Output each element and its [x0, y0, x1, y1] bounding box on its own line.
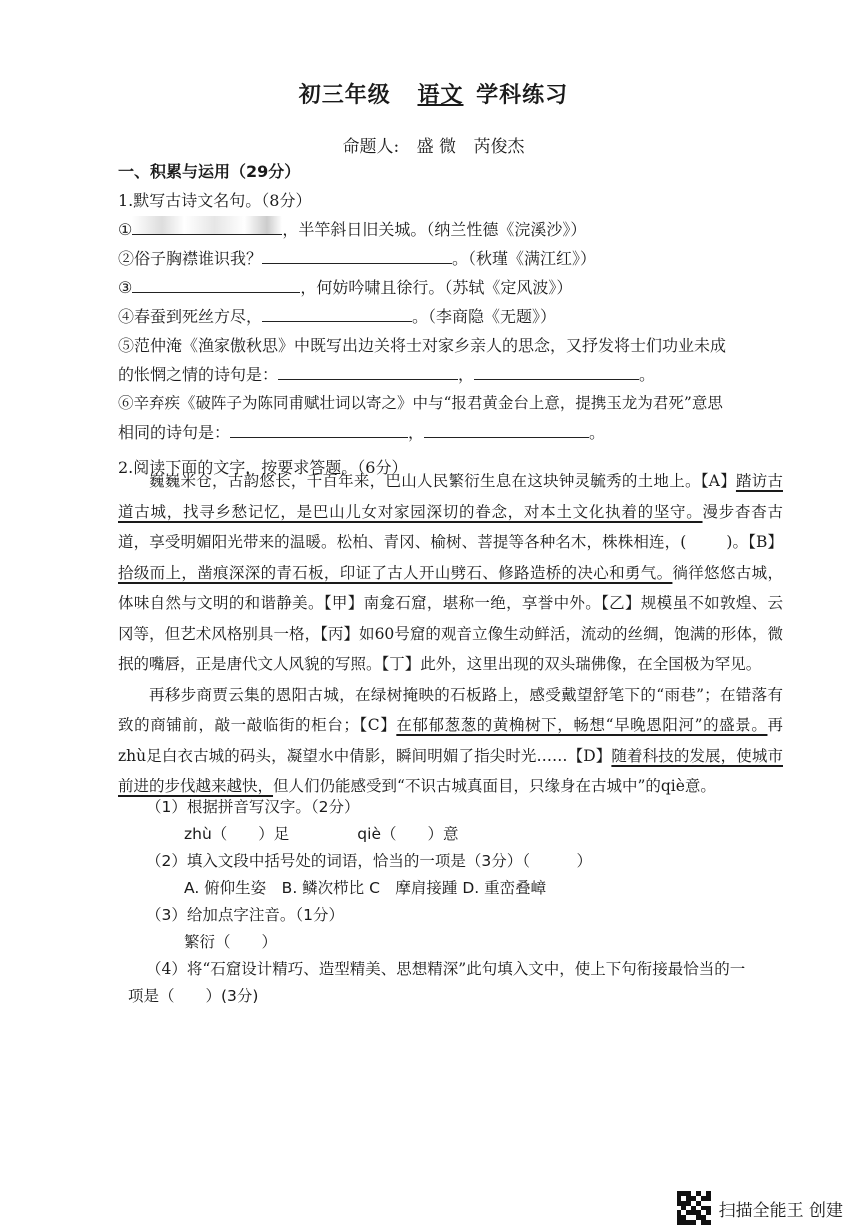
exam-type-label: 学科练习	[476, 83, 569, 108]
p2-text-a: 再移步商贾云集的恩阳古城，在绿树掩映的石板路上，感受戴望舒笔下的“雨巷”；在错落有致的商铺前，敲一敲临街的柜台；【C】	[118, 685, 783, 734]
qie-answer-slot[interactable]: qiè（ ）意	[357, 825, 459, 843]
sub-question-1-answers	[128, 821, 798, 848]
sub-question-4-line-1: （4）将“石窟设计精巧、造型精美、思想精深”此句填入文中，使上下句衔接最恰当的一	[146, 960, 746, 978]
q1-item-1	[118, 215, 798, 244]
q1-item-3-text: ，何妨吟啸且徐行。（苏轼《定风波》）	[300, 278, 573, 297]
p1-underline-b: 拾级而上，凿痕深深的青石板，印证了古人开山劈石、修路造桥的决心和勇气。	[118, 563, 673, 582]
comma-2: ，	[408, 423, 425, 442]
p1-underline-a: 踏访古道古城，找寻乡愁记忆，是巴山儿女对家园深切的眷念，对本土文化执着的坚守。	[118, 472, 783, 521]
q1-item-4-label: ④春蚕到死丝方尽，	[118, 307, 263, 326]
sub-question-3: （3）给加点字注音。（1分）	[146, 906, 344, 924]
q1-item-5-line-2	[118, 360, 798, 389]
q1-item-3	[118, 273, 798, 302]
q1-item-6-line-1: ⑥辛弃疾《破阵子为陈同甫赋壮词以寄之》中与“报君黄金台上意，提携玉龙为君死”意思	[118, 394, 723, 412]
author-name-2: 芮俊杰	[473, 137, 525, 157]
answer-blank-6b[interactable]	[424, 419, 589, 438]
passage-paragraph-1	[118, 466, 783, 680]
sub-question-3-word[interactable]: 繁衍（ ）	[184, 933, 278, 951]
q1-item-2	[118, 244, 798, 273]
q1-item-2-label: ②俗子胸襟谁识我？	[118, 249, 263, 268]
question-1-title: 1.默写古诗文名句。（8分）	[118, 191, 312, 210]
period-1: 。	[639, 365, 656, 384]
q1-item-3-label: ③	[118, 278, 133, 297]
p2-text-b: 再zhù足白衣古城的码头，凝望水中倩影，瞬间明媚了指尖时光……【D】	[118, 716, 783, 765]
answer-blank-4[interactable]	[262, 303, 412, 322]
p2-text-c: 但人们仍能感受到“不识古城真面目，只缘身在古城中”的qiè意。	[273, 777, 716, 795]
zhu-answer-slot[interactable]: zhù（ ）足	[184, 825, 290, 843]
answer-blank-6a[interactable]	[230, 419, 408, 438]
watermark-text: 扫描全能王 创建	[718, 1200, 843, 1221]
answer-blank-1[interactable]	[132, 216, 282, 235]
sub-question-2-options: A. 俯仰生姿 B. 鳞次栉比 C 摩肩接踵 D. 重峦叠嶂	[184, 879, 547, 897]
q1-item-1-label: ①	[118, 220, 133, 239]
p1-marker-b: 【B】	[748, 533, 783, 551]
author-line	[0, 132, 867, 157]
q1-item-2-text: 。（秋瑾《满江红》）	[452, 249, 597, 268]
p1-text-a: 巍巍米仓，古韵悠长，千百年来，巴山人民繁衍生息在这块钟灵毓秀的土地上。【A】	[149, 472, 736, 490]
scanner-watermark	[677, 1190, 843, 1226]
period-2: 。	[589, 423, 606, 442]
p1-text-d: 徜徉悠悠古城，体味自然与文明的和谐静美。【甲】南龛石窟，堪称一绝，享誉中外。【乙】规模虽不如敦煌、云冈等，但艺术风格别具一格，【丙】如60号窟的观音立像生动鲜活，流动的丝绸，饱满的形体，微抿的嘴唇，正是唐代文人风貌的写照。【丁】此外，这里出现的双头瑞佛像，在全国极为罕见。	[118, 563, 783, 673]
q1-item-4-text: 。（李商隐《无题》）	[412, 307, 557, 326]
p2-underline-b: 随着科技的发展，使城市前进的步伐越来越快，	[118, 746, 783, 795]
reading-passage	[118, 466, 783, 802]
passage-paragraph-2	[118, 680, 783, 802]
answer-blank-2[interactable]	[262, 245, 452, 264]
page-title	[0, 78, 867, 109]
q1-item-5-prompt: 的怅惘之情的诗句是：	[118, 365, 279, 384]
answer-blank-3[interactable]	[132, 274, 300, 293]
sub-questions	[128, 794, 798, 1010]
section-1	[118, 157, 798, 482]
answer-blank-5a[interactable]	[278, 361, 458, 380]
question-2-title: 2.阅读下面的文字，按要求答题。（6分）	[118, 458, 408, 477]
sub-question-1: （1）根据拼音写汉字。（2分）	[146, 798, 360, 816]
comma-1: ，	[458, 365, 475, 384]
q1-item-4	[118, 302, 798, 331]
p1-bracket-end: )。	[726, 533, 749, 551]
p1-text-b: 漫步杳杳古道，享受明媚阳光带来的温暖。松柏、青冈、榆树、菩提等各种名木，株株相连，(	[118, 502, 783, 551]
grade-label: 初三年级	[298, 83, 391, 108]
answer-blank-5b[interactable]	[474, 361, 639, 380]
subject-label: 语文	[417, 83, 464, 108]
section-1-title: 一、积累与运用（29分）	[118, 162, 301, 181]
sub-question-4-line-2: 项是（ ）(3分)	[128, 987, 259, 1005]
q1-item-6-line-2	[118, 418, 798, 447]
q1-item-1-text: ，半竿斜日旧关城。（纳兰性德《浣溪沙》）	[282, 220, 587, 239]
qr-code-icon	[677, 1191, 711, 1225]
author-label: 命题人:	[342, 137, 400, 157]
q1-item-5-line-1: ⑤范仲淹《渔家傲秋思》中既写出边关将士对家乡亲人的思念，又抒发将士们功业未成	[118, 336, 727, 355]
author-name-1: 盛 微	[416, 137, 457, 157]
sub-question-2: （2）填入文段中括号处的词语，恰当的一项是（3分）（ ）	[146, 852, 592, 870]
q1-item-6-prompt: 相同的诗句是：	[118, 423, 231, 442]
p2-underline-a: 在郁郁葱葱的黄桷树下，畅想“早晚恩阳河”的盛景。	[396, 716, 768, 734]
